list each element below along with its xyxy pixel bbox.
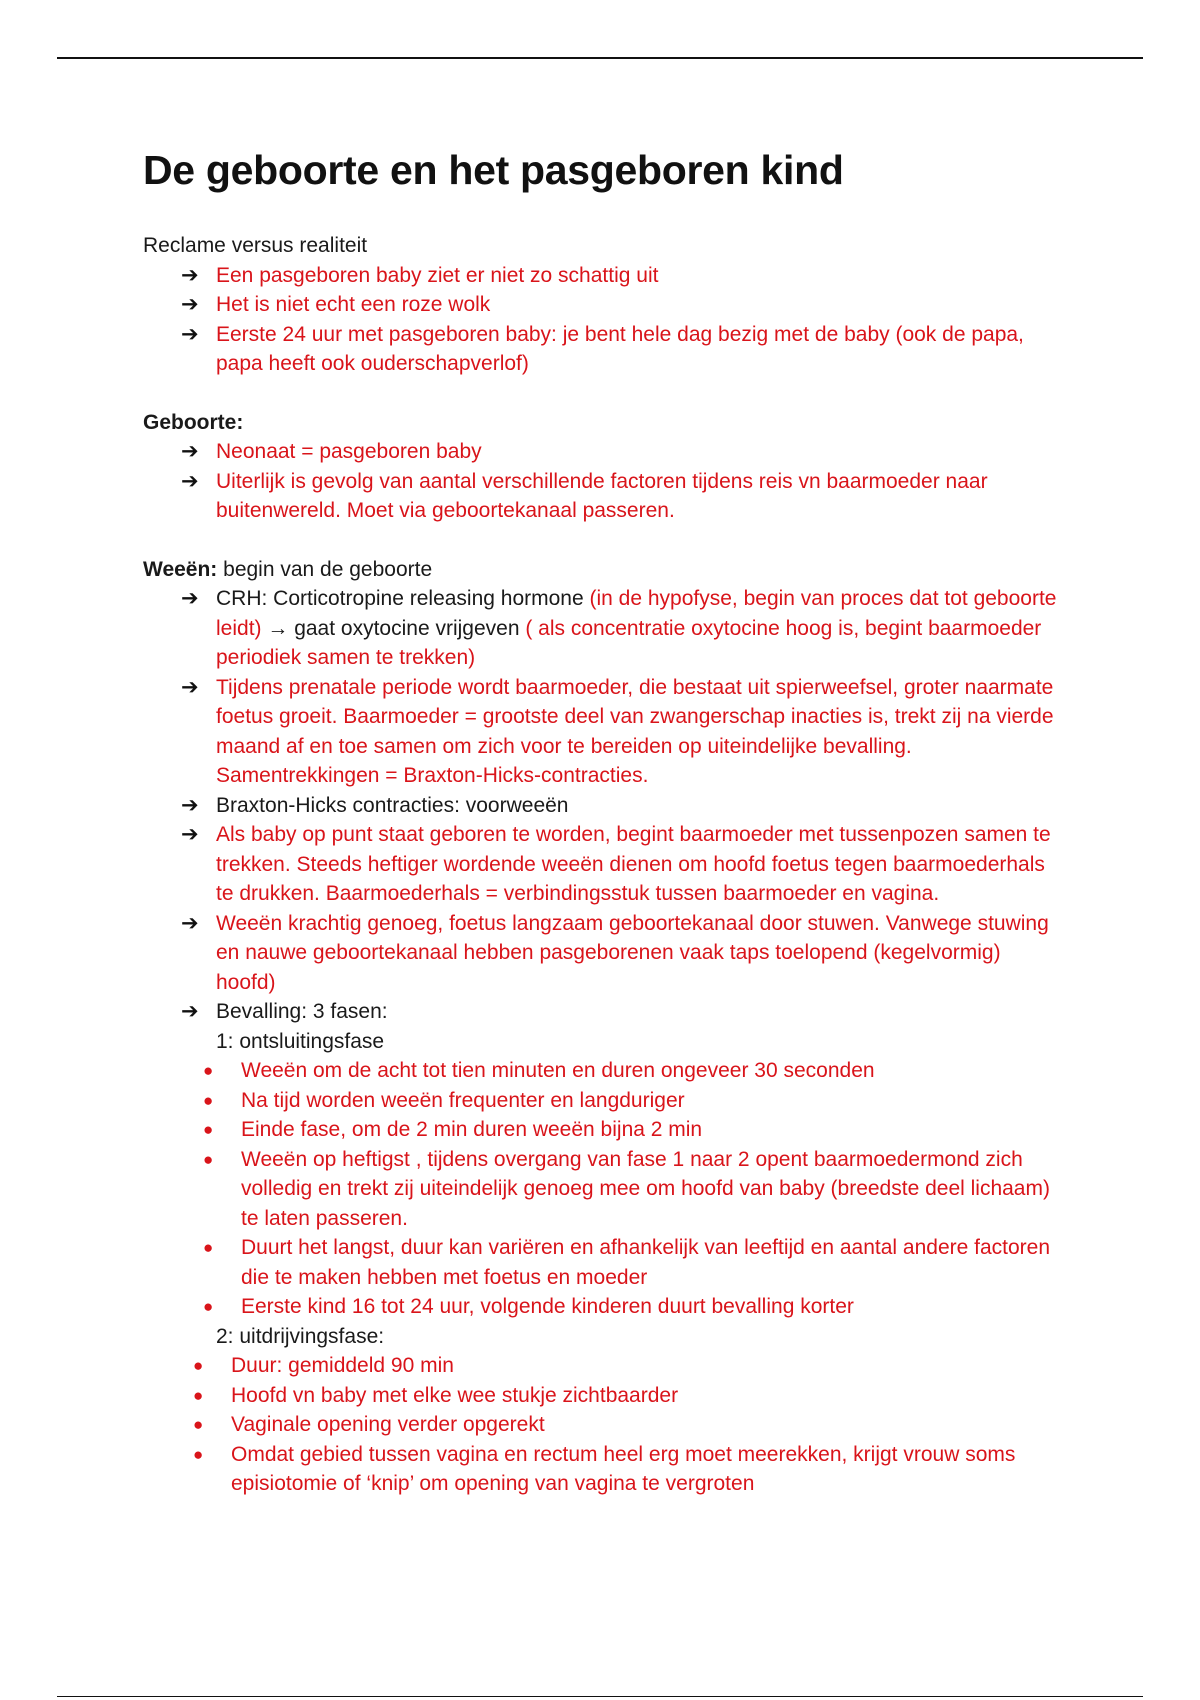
dot-bullet-icon: ● [193, 1444, 204, 1464]
dot-bullet-icon: ● [203, 1238, 214, 1257]
document-page [143, 140, 1063, 1499]
fase-2 [216, 1322, 1063, 1352]
arrow-bullet-icon: ➔ [181, 910, 199, 935]
list-item: ➔ Een pasgeboren baby ziet er niet zo schattig uit [143, 261, 1063, 291]
arrow-bullet-icon: ➔ [181, 439, 199, 463]
arrow-bullet-icon: ➔ [181, 674, 199, 699]
dot-bullet-icon: ● [193, 1415, 204, 1434]
section-heading-weeen: Weeën: begin van de geboorte [143, 557, 433, 581]
arrow-bullet-icon: ➔ [181, 999, 199, 1023]
list-item-crh: ➔ CRH: Corticotropine releasing hormone (in de hypofyse, begin van proces dat tot geboorte leidt) → gaat oxytocine vrijgeven ( als concentratie oxytocine hoog is, begint baarmoeder periodiek samen te trekken) [181, 586, 1057, 669]
dot-bullet-icon: ● [193, 1356, 204, 1375]
list-item: ● Duur: gemiddeld 90 min [143, 1351, 1063, 1381]
list-item: ● Hoofd vn baby met elke wee stukje zichtbaarder [143, 1381, 1063, 1411]
arrow-bullet-icon: ➔ [181, 321, 199, 346]
list-item: ● Eerste kind 16 tot 24 uur, volgende kinderen duurt bevalling korter [143, 1292, 1063, 1322]
list-item: ➔ Uiterlijk is gevolg van aantal verschillende factoren tijdens reis vn baarmoeder naar buitenwereld. Moet via geboortekanaal passeren. [181, 468, 988, 522]
right-arrow-icon: → [267, 616, 289, 640]
section-heading-reclame: Reclame versus realiteit [143, 234, 368, 257]
list-item: ➔ Weeën krachtig genoeg, foetus langzaam geboortekanaal door stuwen. Vanwege stuwing en nauwe geboortekanaal hebben pasgeborenen vaak taps toelopend (kegelvormig) hoofd) [181, 910, 1049, 994]
arrow-bullet-icon: ➔ [181, 586, 199, 610]
geboorte-list [143, 437, 1063, 526]
list-item: ● Vaginale opening verder opgerekt [143, 1410, 1063, 1440]
list-item: ➔ Als baby op punt staat geboren te worden, begint baarmoeder met tussenpozen samen te trekken. Steeds heftiger wordende weeën dienen om hoofd foetus tegen baarmoederhals te drukken. Baarmoederhals = verbindingsstuk tussen baarmoeder en vagina. [181, 822, 1051, 905]
dot-bullet-icon: ● [203, 1149, 214, 1169]
fase-1 [216, 1027, 1063, 1057]
fase-2-list [143, 1351, 1063, 1499]
fase-1-list [143, 1056, 1063, 1322]
arrow-bullet-icon: ➔ [181, 468, 199, 493]
top-rule [57, 57, 1143, 59]
list-item: ● Weeën om de acht tot tien minuten en duren ongeveer 30 seconden [143, 1056, 1063, 1086]
list-item-bevalling: ➔ Bevalling: 3 fasen: [143, 997, 1063, 1027]
list-item: ● Weeën op heftigst , tijdens overgang van fase 1 naar 2 opent baarmoedermond zich volledig en trekt zij uiteindelijk genoeg mee om hoofd van baby (breedste deel lichaam) te laten passeren. [143, 1145, 1063, 1234]
dot-bullet-icon: ● [203, 1297, 214, 1316]
list-item: ➔ Tijdens prenatale periode wordt baarmoeder, die bestaat uit spierweefsel, groter naarmate foetus groeit. Baarmoeder = grootste deel van zwangerschap inacties is, trekt zij na vierde maand af en toe samen om zich voor te bereiden op uiteindelijke bevalling. Samentrekkingen = Braxton-Hicks-contracties. [181, 674, 1054, 787]
dot-bullet-icon: ● [203, 1061, 214, 1080]
arrow-bullet-icon: ➔ [181, 822, 199, 846]
dot-bullet-icon: ● [193, 1385, 204, 1405]
arrow-bullet-icon: ➔ [181, 262, 199, 287]
arrow-bullet-icon: ➔ [181, 292, 199, 316]
reclame-list [143, 261, 1063, 379]
dot-bullet-icon: ● [203, 1090, 214, 1110]
list-item: ● Einde fase, om de 2 min duren weeën bijna 2 min [143, 1115, 1063, 1145]
section-heading-geboorte: Geboorte: [143, 410, 244, 434]
list-item: ➔ Braxton-Hicks contracties: voorweeën [143, 791, 1063, 821]
fase-2-label: 2: uitdrijvingsfase: [216, 1324, 385, 1348]
list-item: ● Duurt het langst, duur kan variëren en afhankelijk van leeftijd en aantal andere factoren die te maken hebben met foetus en moeder [143, 1233, 1063, 1292]
list-item: ➔ Het is niet echt een roze wolk [143, 290, 1063, 320]
fase-1-label: 1: ontsluitingsfase [216, 1029, 385, 1053]
dot-bullet-icon: ● [203, 1120, 214, 1139]
page-title: De geboorte en het pasgeboren kind [143, 147, 844, 193]
list-item: ➔ Eerste 24 uur met pasgeboren baby: je bent hele dag bezig met de baby (ook de papa, papa heeft ook ouderschapverlof) [181, 321, 1024, 375]
list-item: ● Omdat gebied tussen vagina en rectum heel erg moet meerekken, krijgt vrouw soms episiotomie of ‘knip’ om opening van vagina te vergroten [143, 1440, 1063, 1499]
weeen-list [143, 584, 1063, 1027]
bottom-rule [57, 1696, 1143, 1697]
list-item: ● Na tijd worden weeën frequenter en langduriger [143, 1086, 1063, 1116]
list-item: ➔ Neonaat = pasgeboren baby [143, 437, 1063, 467]
arrow-bullet-icon: ➔ [181, 792, 199, 817]
